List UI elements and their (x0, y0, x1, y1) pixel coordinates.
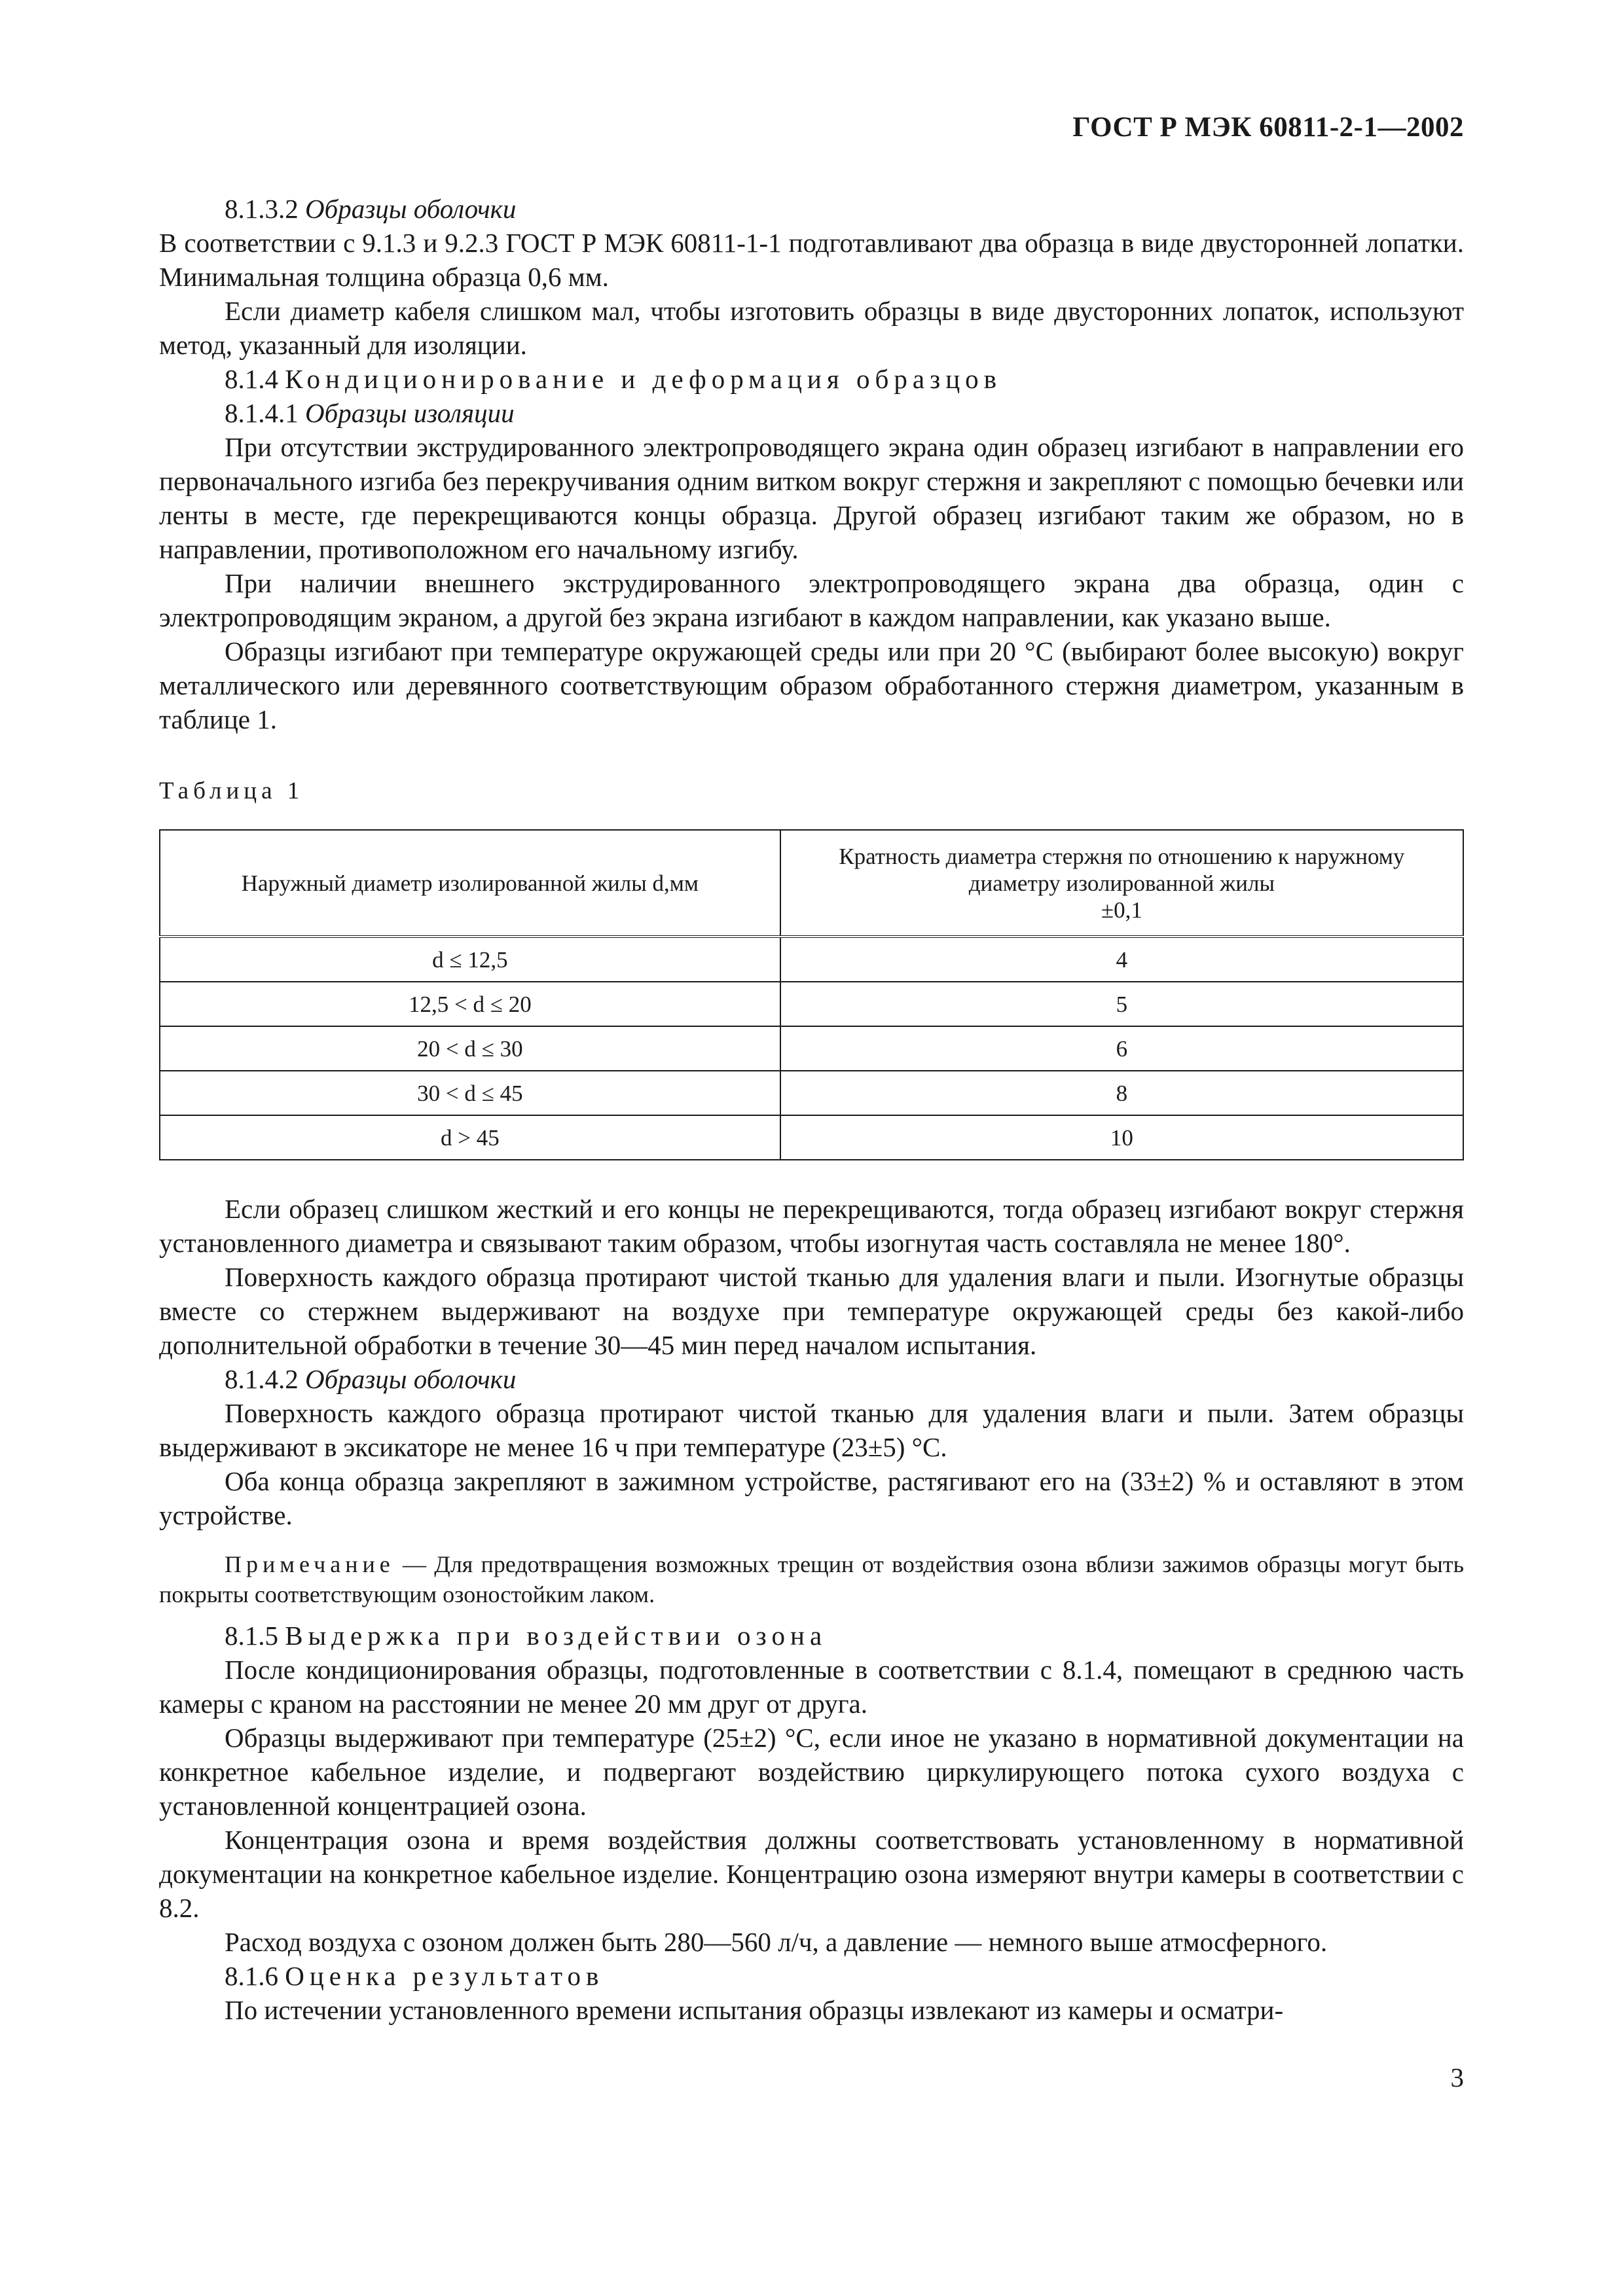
page-body (159, 192, 1464, 2027)
section-heading: 8.1.4 Кондиционирование и деформация образцов (225, 364, 1002, 394)
table-cell-range: 12,5 < d ≤ 20 (160, 982, 780, 1026)
paragraph: Оба конца образца закрепляют в зажимном устройстве, растягивают его на (33±2) % и оставляют в этом устройстве. (159, 1466, 1464, 1530)
table-cell-ratio: 5 (780, 982, 1463, 1026)
page-number: 3 (1450, 2062, 1464, 2092)
table-row (160, 1026, 1463, 1071)
table-cell-ratio: 4 (780, 937, 1463, 982)
paragraph: Поверхность каждого образца протирают чистой тканью для удаления влаги и пыли. Затем образцы выдерживают в эксикаторе не менее 16 ч при температуре (23±5) °С. (159, 1398, 1464, 1462)
table-cell-range: 20 < d ≤ 30 (160, 1026, 780, 1071)
paragraph: Если образец слишком жесткий и его концы не перекрещиваются, тогда образец изгибают вокруг стержня установленного диаметра и связывают таким образом, чтобы изогнутая часть составляла не менее 180°. (159, 1194, 1464, 1258)
table-cell-ratio: 8 (780, 1071, 1463, 1115)
table-cell-ratio: 10 (780, 1115, 1463, 1160)
section-heading: 8.1.5 Выдержка при воздействии озона (225, 1621, 828, 1651)
paragraph: Концентрация озона и время воздействия должны соответствовать установленному в нормативной документации на конкретное кабельное изделие. Концентрацию озона измеряют внутри камеры в соответствии с 8.2. (159, 1825, 1464, 1923)
table-cell-range: 30 < d ≤ 45 (160, 1071, 780, 1115)
paragraph: При отсутствии экструдированного электропроводящего экрана один образец изгибают в направлении его первоначального изгиба без перекручивания одним витком вокруг стержня и закрепляют с помощью бечевки или ленты в месте, где перекрещиваются концы образца. Другой образец изгибают таким же образом, но в направлении, противоположном его начальному изгибу. (159, 432, 1464, 564)
table-row (160, 982, 1463, 1026)
note (159, 1549, 1464, 1609)
document-number: ГОСТ Р МЭК 60811-2-1—2002 (1072, 112, 1464, 143)
paragraph: В соответствии с 9.1.3 и 9.2.3 ГОСТ Р МЭК 60811-1-1 подготавливают два образца в виде двусторонней лопатки. Минимальная толщина образца 0,6 мм. (159, 228, 1464, 292)
paragraph: Расход воздуха с озоном должен быть 280—560 л/ч, а давление — немного выше атмосферного. (225, 1927, 1328, 1957)
table-cell-range: d > 45 (160, 1115, 780, 1160)
section-heading: 8.1.3.2 Образцы оболочки (225, 194, 517, 224)
table-cell-ratio: 6 (780, 1026, 1463, 1071)
note-label: Примечание (225, 1551, 395, 1577)
paragraph: После кондиционирования образцы, подготовленные в соответствии с 8.1.4, помещают в среднюю часть камеры с краном на расстоянии не менее 20 мм друг от друга. (159, 1655, 1464, 1719)
paragraph: По истечении установленного времени испытания образцы извлекают из камеры и осматри- (225, 1995, 1284, 2025)
section-heading: 8.1.6 Оценка результатов (225, 1961, 604, 1991)
section-heading: 8.1.4.2 Образцы оболочки (225, 1364, 517, 1394)
paragraph: Поверхность каждого образца протирают чистой тканью для удаления влаги и пыли. Изогнутые образцы вместе со стержнем выдерживают на воздухе при температуре окружающей среды без какой-либо дополнительной обработки в течение 30—45 мин перед началом испытания. (159, 1262, 1464, 1360)
paragraph: При наличии внешнего экструдированного электропроводящего экрана два образца, один с электропроводящим экраном, а другой без экрана изгибают в каждом направлении, как указано выше. (159, 568, 1464, 632)
table-row (160, 1115, 1463, 1160)
table-header-diameter: Наружный диаметр изолированной жилы d,мм (160, 830, 780, 937)
section-heading: 8.1.4.1 Образцы изоляции (225, 398, 515, 428)
paragraph: Образцы выдерживают при температуре (25±2) °С, если иное не указано в нормативной документации на конкретное кабельное изделие, и подвергают воздействию циркулирующего потока сухого воздуха с установленной концентрацией озона. (159, 1723, 1464, 1821)
table-header-ratio: Кратность диаметра стержня по отношению к наружному диаметру изолированной жилы ±0,1 (780, 830, 1463, 937)
table-caption: Таблица 1 (159, 778, 304, 804)
table-row (160, 937, 1463, 982)
diameter-ratio-table (159, 829, 1464, 1160)
table-cell-range: d ≤ 12,5 (160, 937, 780, 982)
paragraph: Образцы изгибают при температуре окружающей среды или при 20 °С (выбирают более высокую) вокруг металлического или деревянного соответствующим образом обработанного стержня диаметром, указанным в таблице 1. (159, 636, 1464, 734)
paragraph: Если диаметр кабеля слишком мал, чтобы изготовить образцы в виде двусторонних лопаток, используют метод, указанный для изоляции. (159, 296, 1464, 360)
note-text: — Для предотвращения возможных трещин от воздействия озона вблизи зажимов образцы могут быть покрыты соответствующим озоностойким лаком. (159, 1551, 1464, 1607)
table-row (160, 1071, 1463, 1115)
